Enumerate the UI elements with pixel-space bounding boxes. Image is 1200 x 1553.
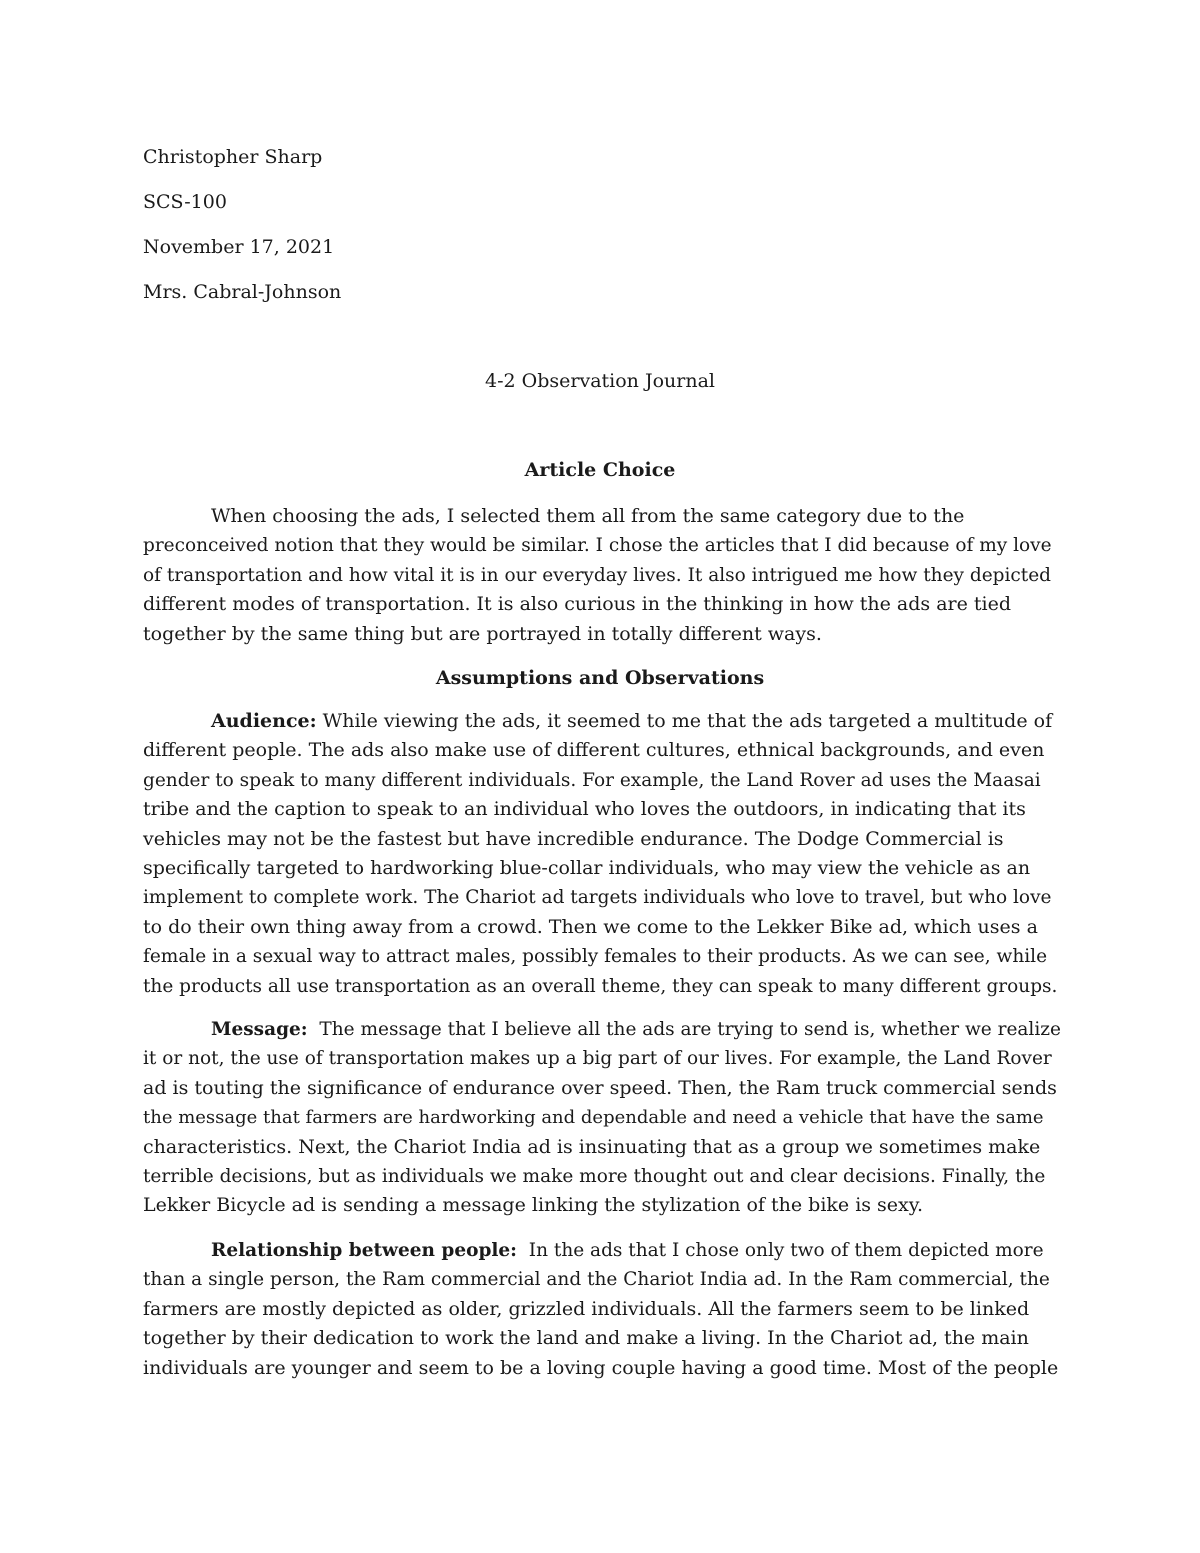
author-name: Christopher Sharp	[143, 146, 323, 168]
section-heading-assumptions: Assumptions and Observations	[435, 667, 765, 689]
paragraph-first-line	[143, 1236, 1063, 1265]
paragraph-line: different people. The ads also make use of different cultures, ethnical backgrounds, and even	[143, 739, 1045, 762]
paragraph-line: When choosing the ads, I selected them all from the same category due to the	[211, 505, 965, 527]
paragraph-line: the products all use transportation as an overall theme, they can speak to many different groups.	[143, 975, 1058, 997]
header-block	[143, 145, 341, 325]
audience-first-line-text: While viewing the ads, it seemed to me that the ads targeted a multitude of	[316, 710, 1053, 732]
paragraph-first-line	[143, 1015, 1063, 1044]
paragraph-line: implement to complete work. The Chariot ad targets individuals who love to travel, but who love	[143, 887, 1052, 909]
paragraph-line: it or not, the use of transportation makes up a big part of our lives. For example, the Land Rover	[143, 1048, 1052, 1070]
paragraph-line: the message that farmers are hardworking and dependable and need a vehicle that have the same	[143, 1107, 1044, 1129]
paragraph-line: preconceived notion that they would be similar. I chose the articles that I did because of my love	[143, 535, 1052, 557]
article-choice-paragraph	[143, 502, 1063, 649]
course-code: SCS-100	[143, 191, 227, 213]
message-label: Message:	[211, 1019, 308, 1040]
paragraph-line: different modes of transportation. It is also curious in the thinking in how the ads are tied	[143, 593, 1012, 616]
audience-label: Audience:	[211, 710, 317, 732]
message-paragraph	[143, 1015, 1063, 1221]
relationship-paragraph	[143, 1236, 1063, 1383]
audience-paragraph	[143, 707, 1063, 1001]
relationship-label: Relationship between people:	[211, 1240, 518, 1261]
message-first-line-text: The message that I believe all the ads are trying to send is, whether we realize	[307, 1019, 1061, 1040]
paragraph-line: individuals are younger and seem to be a loving couple having a good time. Most of the people	[143, 1356, 1059, 1379]
document-date: November 17, 2021	[143, 236, 335, 258]
paragraph-line: female in a sexual way to attract males, possibly females to their products. As we can see, while	[143, 946, 1048, 968]
paragraph-line: together by their dedication to work the land and make a living. In the Chariot ad, the main	[143, 1327, 1029, 1350]
paragraph-line: terrible decisions, but as individuals we make more thought out and clear decisions. Finally, the	[143, 1166, 1046, 1188]
paragraph-line: together by the same thing but are portrayed in totally different ways.	[143, 622, 822, 645]
paragraph-line: farmers are mostly depicted as older, grizzled individuals. All the farmers seem to be linked	[143, 1297, 1030, 1320]
paragraph-line: characteristics. Next, the Chariot India ad is insinuating that as a group we sometimes make	[143, 1135, 1041, 1158]
paragraph-line: to do their own thing away from a crowd. Then we come to the Lekker Bike ad, which uses a	[143, 915, 1038, 938]
paragraph-line: than a single person, the Ram commercial and the Chariot India ad. In the Ram commercial, the	[143, 1269, 1050, 1291]
paragraph-line: Lekker Bicycle ad is sending a message linking the stylization of the bike is sexy.	[143, 1194, 924, 1217]
paragraph-line: of transportation and how vital it is in our everyday lives. It also intrigued me how they depicted	[143, 564, 1052, 586]
instructor-name: Mrs. Cabral-Johnson	[143, 281, 342, 303]
paragraph-first-line	[143, 707, 1063, 736]
document-title: 4-2 Observation Journal	[485, 370, 715, 392]
paragraph-line: ad is touting the significance of endurance over speed. Then, the Ram truck commercial sends	[143, 1076, 1057, 1099]
paragraph-line: gender to speak to many different individuals. For example, the Land Rover ad uses the Maasai	[143, 769, 1041, 791]
paragraph-line: specifically targeted to hardworking blue-collar individuals, who may view the vehicle as an	[143, 857, 1031, 880]
section-heading-article-choice: Article Choice	[524, 459, 676, 481]
paragraph-line: vehicles may not be the fastest but have incredible endurance. The Dodge Commercial is	[143, 827, 1004, 850]
relationship-first-line-text: In the ads that I chose only two of them depicted more	[517, 1240, 1044, 1261]
paragraph-line: tribe and the caption to speak to an individual who loves the outdoors, in indicating that its	[143, 798, 1026, 821]
